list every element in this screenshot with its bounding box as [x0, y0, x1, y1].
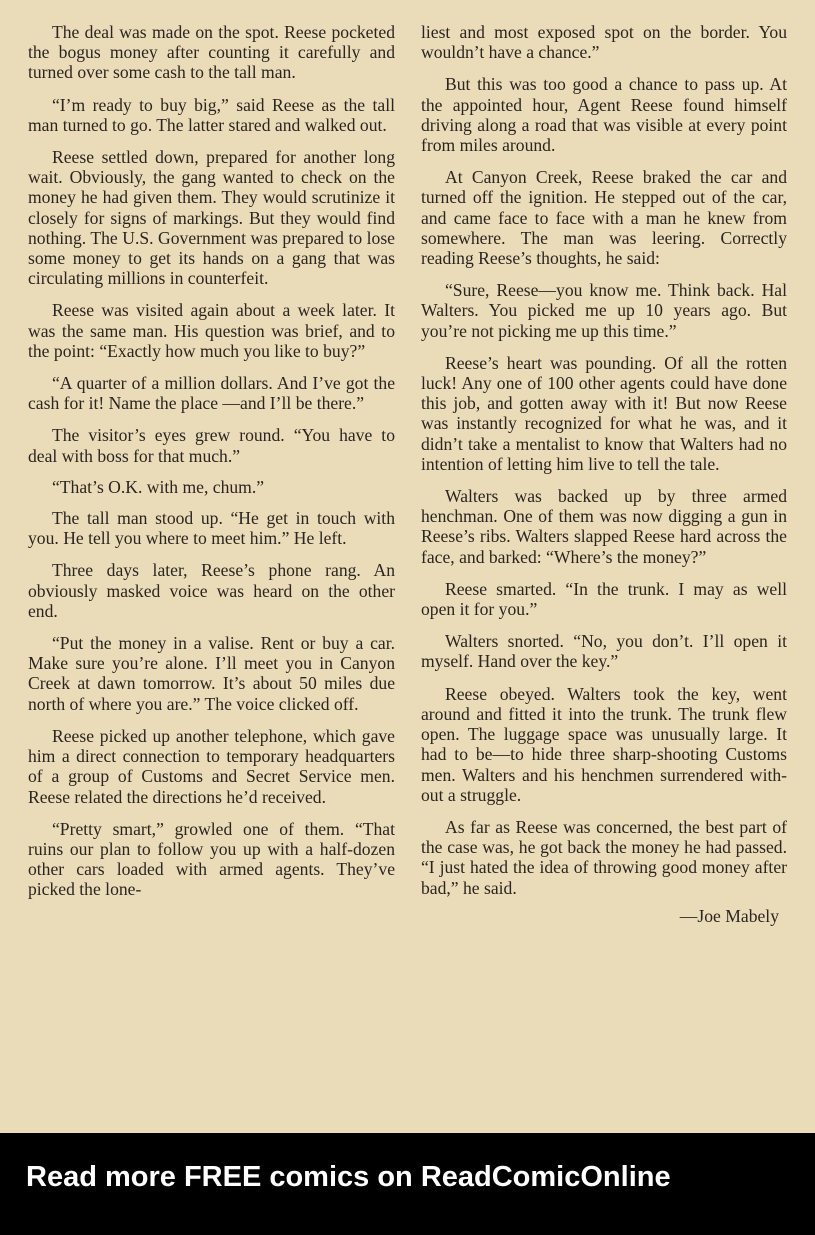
paragraph: Reese settled down, prepared for another long wait. Obviously, the gang wanted to check on the money he had given them. They would scrutinize it closely for signs of markings. But they would find nothing. The U.S. Government was prepared to lose some money to get its hands on a gang that was circulating millions in counterfeit. [28, 147, 395, 289]
paragraph: Reese was visited again about a week later. It was the same man. His question was brief, and to the point: “Exactly how much you like to buy?” [28, 300, 395, 361]
promo-footer-banner [0, 1133, 815, 1235]
article-left-column [28, 22, 395, 912]
paragraph: “A quarter of a million dollars. And I’ve got the cash for it! Name the place —and I’ll be there.” [28, 373, 395, 414]
paragraph: “That’s O.K. with me, chum.” [52, 476, 265, 497]
paragraph: Reese’s heart was pounding. Of all the rotten luck! Any one of 100 other agents could have done this job, and gotten away with it! But now Reese was instantly recognized for what he was, and it didn’t take a mentalist to know that Walters had no intention of letting him live to tell the tale. [421, 352, 787, 474]
paragraph: Reese picked up another telephone, which gave him a direct connection to temporary headquarters of a group of Customs and Secret Service men. Reese related the directions he’d received. [28, 725, 395, 807]
paragraph: The tall man stood up. “He get in touch with you. He tell you where to meet him.” He left. [28, 508, 395, 549]
paragraph: “Put the money in a valise. Rent or buy a car. Make sure you’re alone. I’ll meet you in Canyon Creek at dawn tomorrow. It’s about 50 miles due north of where you are.” The voice clicked off. [28, 633, 395, 714]
paragraph: But this was too good a chance to pass up. At the appointed hour, Agent Reese found himself driving along a road that was visible at every point from miles around. [421, 74, 787, 156]
paragraph: Walters was backed up by three armed henchman. One of them was now digging a gun in Reese’s ribs. Walters slapped Reese hard across the face, and barked: “Where’s the money?” [421, 486, 787, 567]
paragraph: As far as Reese was concerned, the best part of the case was, he got back the money he had passed. “I just hated the idea of throwing good money after bad,” he said. [421, 816, 787, 898]
paragraph: Reese obeyed. Walters took the key, went around and fitted it into the trunk. The trunk flew open. The luggage space was unusually large. It had to be—to hide three sharp-shooting Customs men. Walters and his henchmen surrendered without a struggle. [421, 683, 787, 805]
promo-footer-text[interactable]: Read more FREE comics on ReadComicOnline [26, 1161, 671, 1193]
paragraph: At Canyon Creek, Reese braked the car and turned off the ignition. He stepped out of the car, and came face to face with a man he knew from somewhere. The man was leering. Correctly reading Reese’s thoughts, he said: [421, 167, 787, 269]
paragraph: Three days later, Reese’s phone rang. An obviously masked voice was heard on the other end. [28, 560, 395, 621]
paragraph: The visitor’s eyes grew round. “You have to deal with boss for that much.” [28, 425, 395, 466]
paragraph: “I’m ready to buy big,” said Reese as the tall man turned to go. The latter stared and walked out. [28, 94, 395, 135]
paragraph: liest and most exposed spot on the border. You wouldn’t have a chance.” [421, 22, 787, 63]
paragraph: Walters snorted. “No, you don’t. I’ll open it myself. Hand over the key.” [421, 631, 787, 672]
paragraph: Reese smarted. “In the trunk. I may as well open it for you.” [421, 578, 787, 620]
paragraph: “Sure, Reese—you know me. Think back. Hal Walters. You picked me up 10 years ago. But you’re not picking me up this time.” [421, 280, 787, 341]
author-byline: —Joe Mabely [679, 905, 779, 926]
article-right-column [421, 22, 787, 926]
paragraph: “Pretty smart,” growled one of them. “That ruins our plan to follow you up with a half-dozen other cars loaded with armed agents. They’ve picked the lone- [28, 818, 395, 900]
paragraph: The deal was made on the spot. Reese pocketed the bogus money after counting it carefully and turned over some cash to the tall man. [28, 22, 395, 83]
